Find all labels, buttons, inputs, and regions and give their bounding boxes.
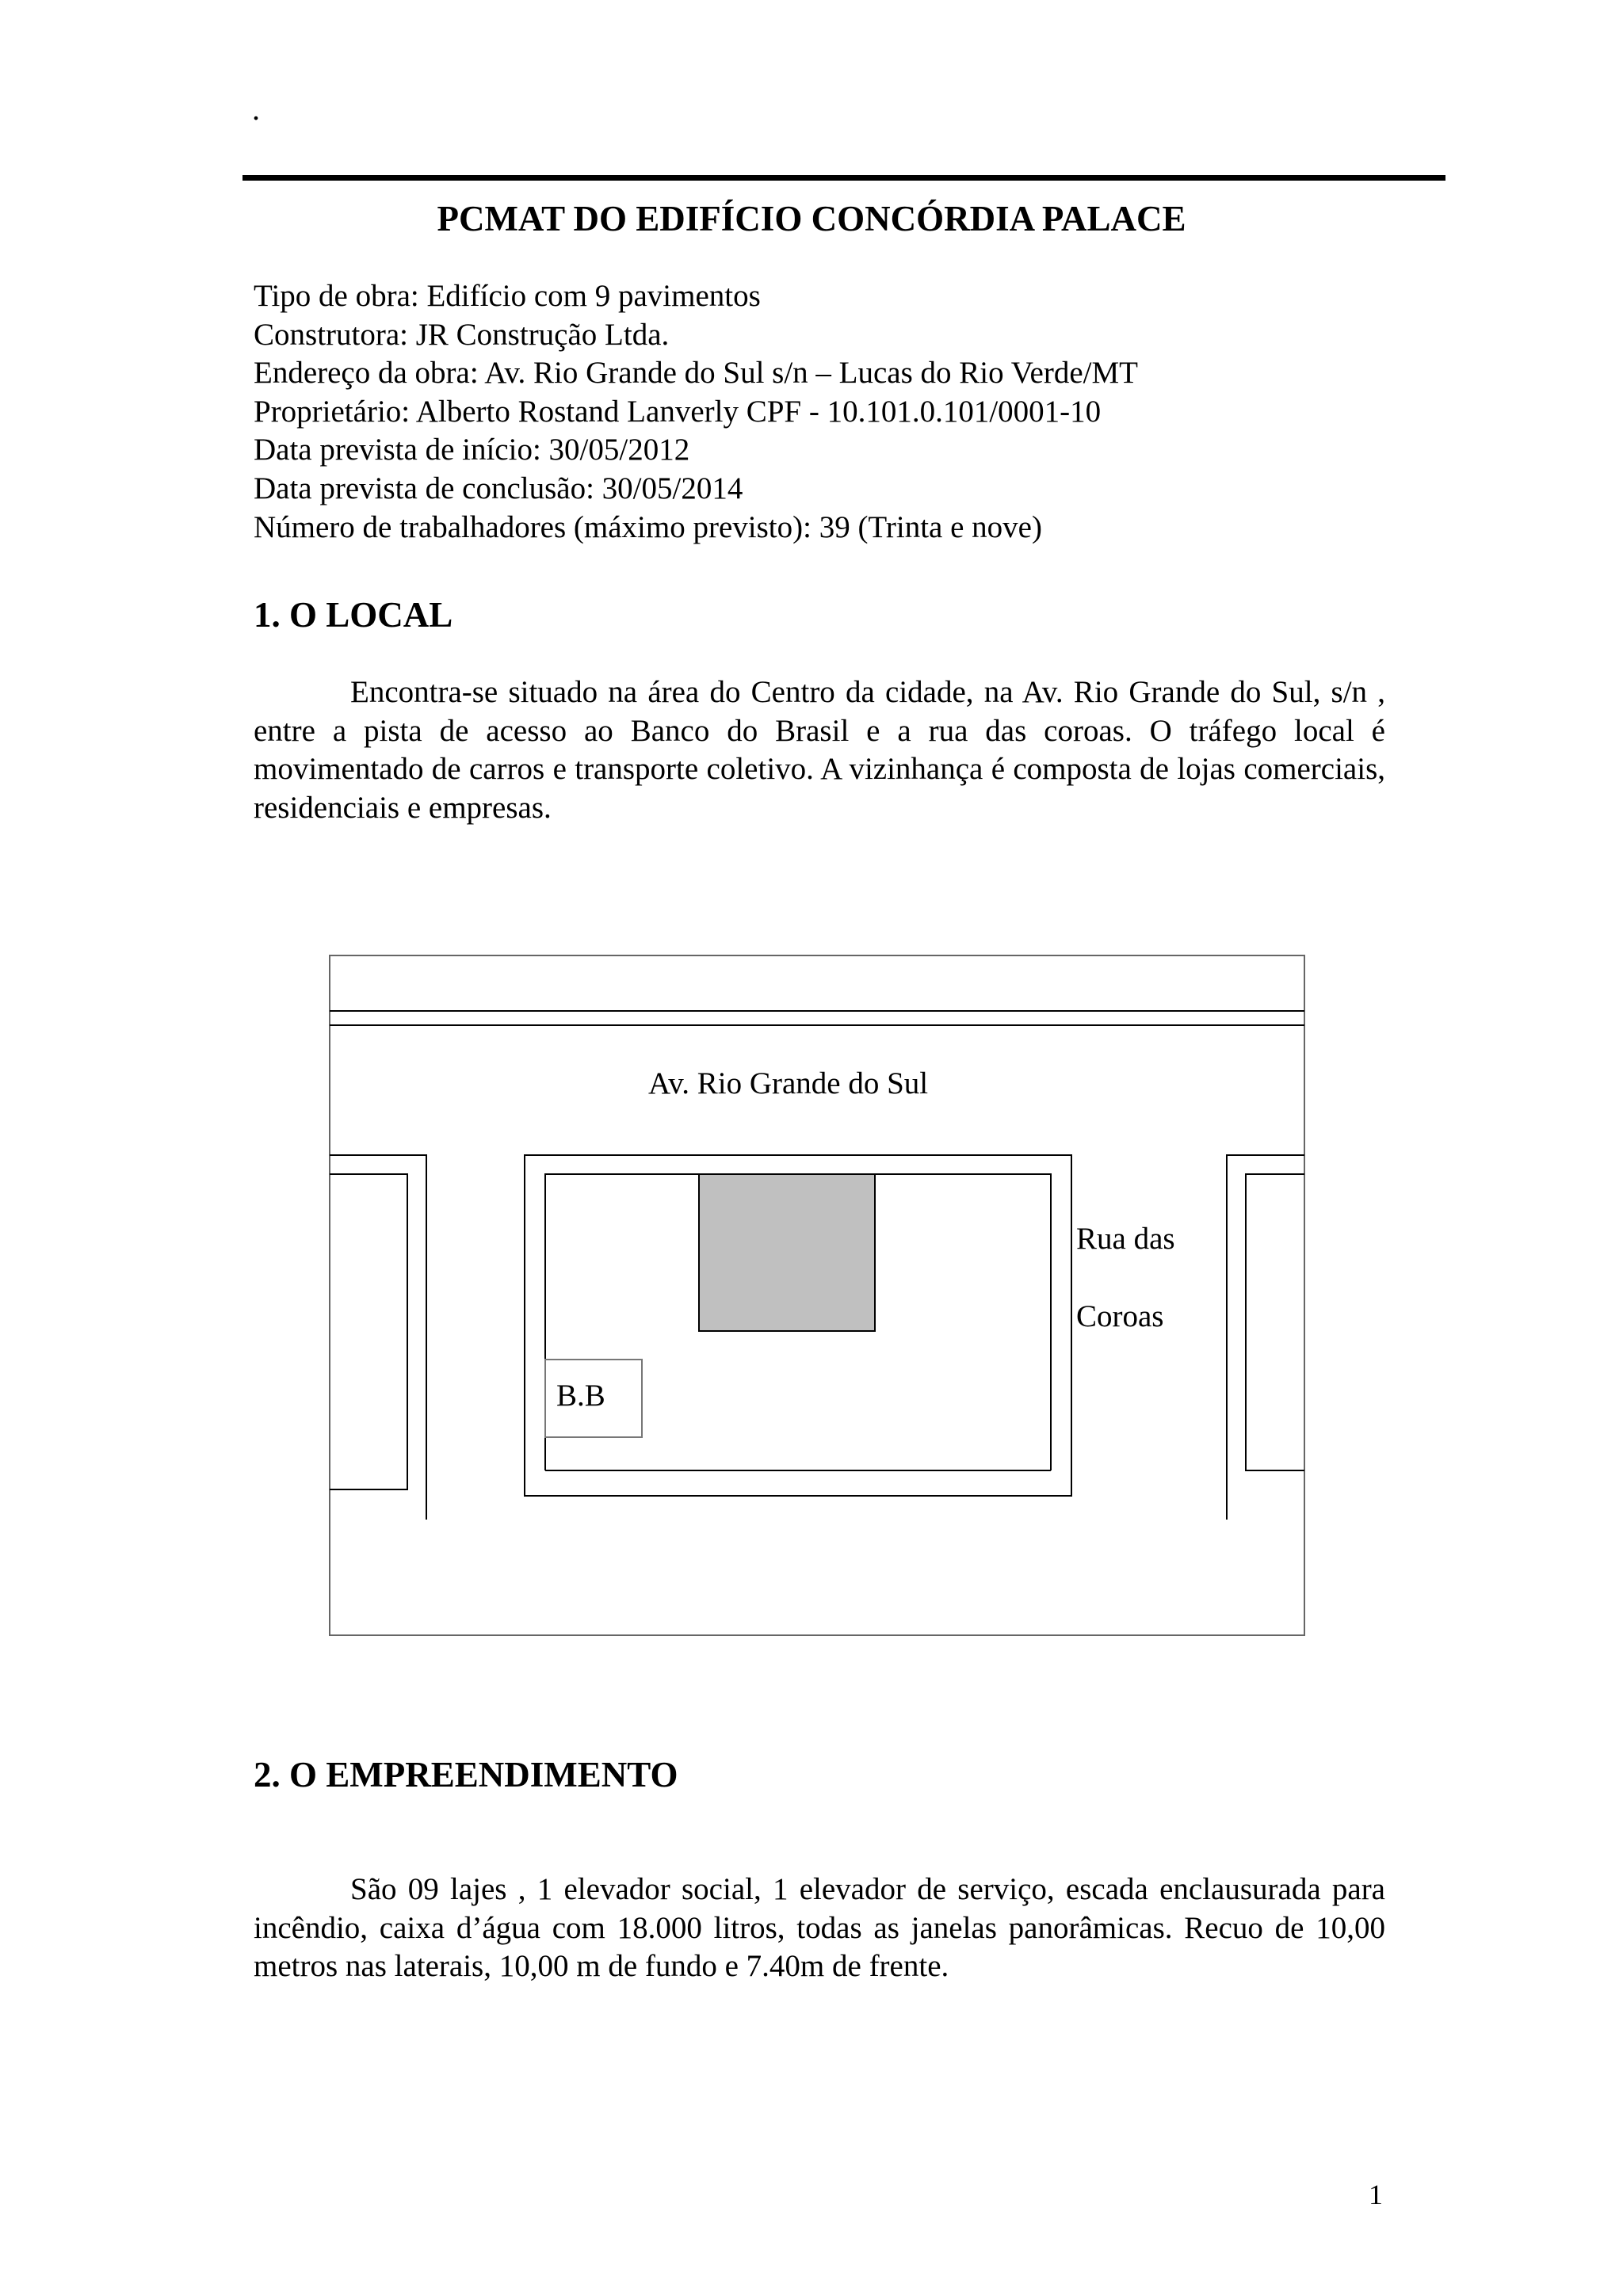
info-line-builder: Construtora: JR Construção Ltda.	[254, 317, 670, 352]
building-site	[699, 1174, 875, 1331]
right-block-outer	[1227, 1155, 1304, 1510]
info-line-start-date: Data prevista de início: 30/05/2012	[254, 433, 690, 467]
section-paragraph-enterprise: São 09 lajes , 1 elevador social, 1 elevador de serviço, escada enclausurada para incêndio, caixa d’água com 18.000 litros, todas as janelas panorâmicas. Recuo de 10,00 metros nas laterais, 10,00 m de fundo e 7.40m de frente.	[254, 1872, 1385, 1983]
avenue-label: Av. Rio Grande do Sul	[648, 1066, 929, 1100]
info-line-work-type: Tipo de obra: Edifício com 9 pavimentos	[254, 279, 761, 313]
street-label-line2: Coroas	[1076, 1299, 1164, 1333]
page-number: 1	[1369, 2179, 1383, 2210]
header-mark: .	[252, 91, 260, 127]
info-line-workers: Número de trabalhadores (máximo previsto): 39 (Trinta e nove)	[254, 509, 1042, 544]
info-line-owner: Proprietário: Alberto Rostand Lanverly CPF - 10.101.0.101/0001-10	[254, 394, 1102, 429]
bank-label: B.B	[556, 1379, 605, 1413]
left-block-outer	[330, 1155, 426, 1510]
left-block-inner	[330, 1174, 407, 1489]
right-block-inner	[1246, 1174, 1304, 1470]
info-line-address: Endereço da obra: Av. Rio Grande do Sul s/n – Lucas do Rio Verde/MT	[254, 356, 1138, 391]
info-line-end-date: Data prevista de conclusão: 30/05/2014	[254, 471, 743, 505]
section-heading-local: 1. O LOCAL	[254, 595, 453, 635]
street-label-line1: Rua das	[1076, 1222, 1175, 1256]
section-paragraph-local: Encontra-se situado na área do Centro da cidade, na Av. Rio Grande do Sul, s/n , entre a pista de acesso ao Banco do Brasil e a rua das coroas. O tráfego local é movimentado de carros e transporte coletivo. A vizinhança é composta de lojas comerciais, residenciais e empresas.	[254, 675, 1385, 825]
section-heading-enterprise: 2. O EMPREENDIMENTO	[254, 1755, 678, 1794]
document-title: PCMAT DO EDIFÍCIO CONCÓRDIA PALACE	[437, 199, 1186, 238]
